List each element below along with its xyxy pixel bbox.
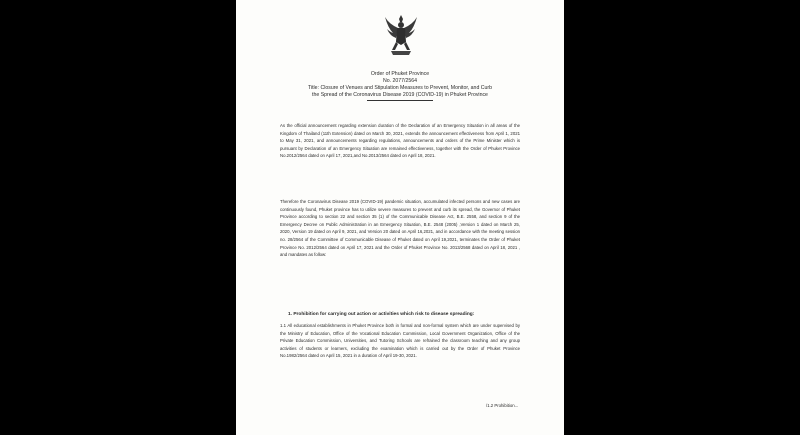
- garuda-emblem-icon: [384, 14, 418, 56]
- document-page: [236, 0, 564, 435]
- order-title: Order of Phuket Province: [370, 71, 430, 77]
- order-number: No. 2077/2564: [382, 78, 418, 84]
- section-1-heading: 1. Prohibition for carrying out action or activities which risk to disease spreading:: [288, 312, 475, 317]
- title-line-1: Title: Closure of Venues and Stipulation Measures to Prevent, Monitor, and Curb: [307, 85, 493, 91]
- paragraph-1: As the official announcement regarding extension duration of the Declaration of an Emergency Situation in all areas of the Kingdom of Thailand (11th Extension) dated on March 30, 2021, extends the announcement effectiveness from April 1, 2021 to May 31, 2021, and announcements regarding regulations, announcements and orders of the Prime Minister which is pursuant by Declaration of an Emergency Situation are remained effectiveness, together with the Order of Phuket Province No.2012/2564 dated on April 17, 2021,and No.2013/2564 dated on April 18, 2021.: [280, 123, 520, 159]
- continuation-marker: /1.2 Prohibition...: [486, 403, 519, 408]
- title-divider: [367, 100, 433, 101]
- paragraph-1-1: 1.1 All educational establishments in Phuket Province both in formal and non-formal system which are under supervised by the Ministry of Education, Office of the Vocational Education Commission, Local Government Organization, Office of the Private Education Commission, Universities, and Tutoring Schools are refrained the classroom teaching and any group activities of students or learners, excluding the examination which is carried out by the Order of Phuket Province No.1982/2564 dated on April 15, 2021 in a duration of April 19-30, 2021.: [280, 323, 520, 359]
- title-line-2: the Spread of the Coronavirus Disease 2019 (COVID-19) in Phuket Province: [312, 92, 488, 98]
- paragraph-2: Therefore the Coronavirus Disease 2019 (COVID-19) pandemic situation, accumulated infected persons and new cases are continuously found, Phuket province has to utilize severe measures to prevent and curb its spread, the Governor of Phuket Province according to section 22 and section 35 (1) of the Communicable Disease Act, B.E. 2558, and section 9 of the Emergency Decree on Public Administration in an Emergency Situation, B.E. 2548 (2005) ,Version 1 dated on March 25, 2020, Version 19 dated on April 9, 2021, and Version 20 dated on April 16,2021, and in accordance with the meeting session no. 28/2564 of the Committee of Communicable Disease of Phuket dated on April 19,2021, terminates the Order of Phuket Province No. 2012/2564 dated on April 17, 2021 and the Order of Phuket Province No. 2013/2568 dated on April 18, 2021 , and mandates as follow:: [280, 199, 520, 258]
